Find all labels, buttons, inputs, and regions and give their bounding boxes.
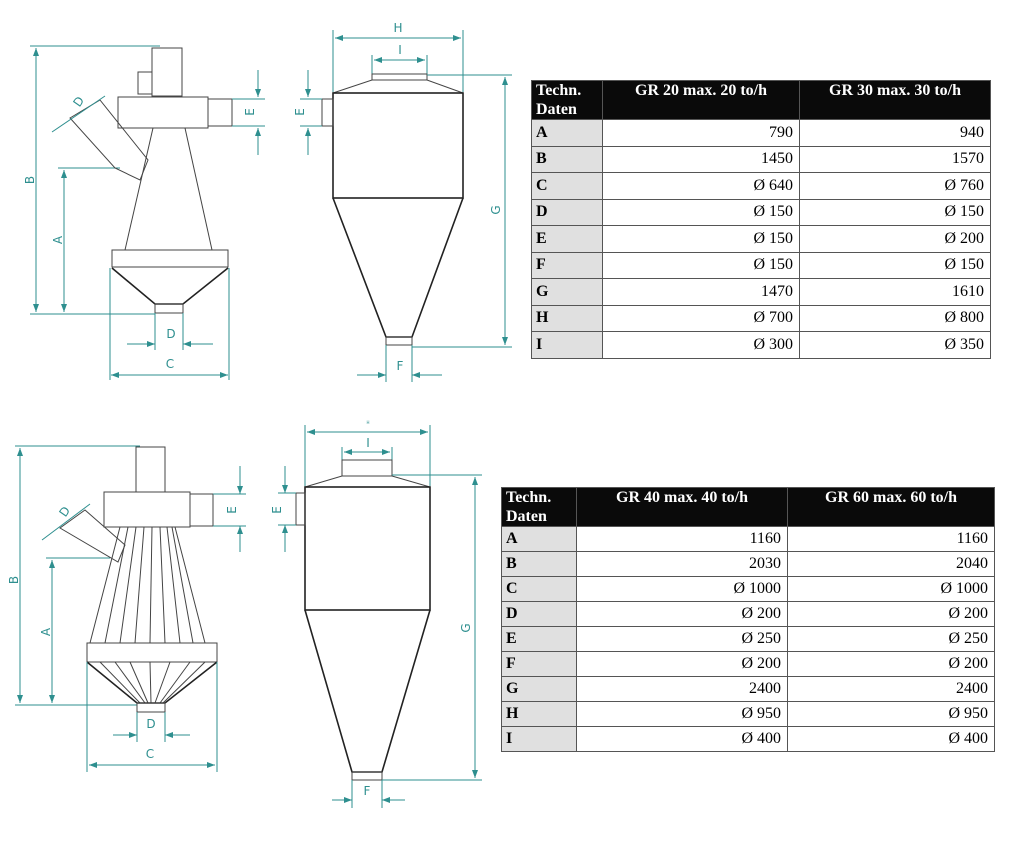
parameter-cell: B (502, 552, 577, 577)
parameter-cell: C (502, 577, 577, 602)
cyclone-front-view-small (293, 21, 512, 382)
table-row (502, 702, 995, 727)
value-cell: Ø 250 (788, 627, 995, 652)
value-cell: Ø 350 (800, 332, 991, 359)
svg-text:D: D (146, 717, 156, 731)
table-row (532, 173, 991, 200)
value-cell: Ø 150 (800, 199, 991, 226)
parameter-cell: C (532, 173, 603, 200)
value-cell: 1610 (800, 279, 991, 306)
value-cell: 1450 (603, 146, 800, 173)
tech-data-table-gr20-gr30 (531, 80, 991, 359)
value-cell: Ø 200 (788, 652, 995, 677)
svg-text:A: A (39, 627, 53, 637)
parameter-cell: E (532, 226, 603, 253)
separator-side-view-large (7, 446, 246, 772)
value-cell: 2400 (788, 677, 995, 702)
parameter-cell: D (502, 602, 577, 627)
value-cell: Ø 400 (788, 727, 995, 752)
value-cell: 2400 (577, 677, 788, 702)
svg-text:B: B (23, 175, 37, 185)
parameter-cell: H (532, 305, 603, 332)
svg-text:C: C (145, 747, 155, 761)
svg-text:F: F (396, 359, 404, 373)
svg-text:E: E (243, 108, 257, 116)
value-cell: Ø 250 (577, 627, 788, 652)
table-header (502, 488, 995, 527)
table-header (532, 81, 991, 120)
svg-text:D: D (70, 93, 88, 110)
parameter-cell: B (532, 146, 603, 173)
table-row (532, 305, 991, 332)
value-cell: Ø 760 (800, 173, 991, 200)
svg-text:E: E (270, 506, 284, 514)
svg-text:A: A (51, 235, 65, 245)
svg-text:G: G (489, 205, 503, 215)
svg-text:E: E (225, 506, 239, 514)
table-row (532, 332, 991, 359)
parameter-cell: D (532, 199, 603, 226)
value-cell: Ø 300 (603, 332, 800, 359)
parameter-cell: H (502, 702, 577, 727)
table-row (532, 226, 991, 253)
header-gr20: GR 20 max. 20 to/h (603, 81, 800, 120)
table-row (502, 552, 995, 577)
value-cell: 2030 (577, 552, 788, 577)
value-cell: Ø 200 (788, 602, 995, 627)
value-cell: Ø 200 (577, 652, 788, 677)
svg-text:H: H (366, 420, 370, 425)
tech-data-table-gr40-gr60 (501, 487, 995, 752)
parameter-cell: G (502, 677, 577, 702)
value-cell: Ø 1000 (577, 577, 788, 602)
table-row (532, 120, 991, 147)
value-cell: Ø 640 (603, 173, 800, 200)
value-cell: 1470 (603, 279, 800, 306)
parameter-cell: I (532, 332, 603, 359)
separator-side-view-small (23, 46, 265, 380)
parameter-cell: A (502, 527, 577, 552)
svg-text:C: C (165, 357, 175, 371)
header-gr60: GR 60 max. 60 to/h (788, 488, 995, 527)
value-cell: Ø 200 (577, 602, 788, 627)
svg-text:B: B (7, 575, 21, 585)
svg-text:D: D (56, 503, 74, 520)
table-row (502, 602, 995, 627)
value-cell: 2040 (788, 552, 995, 577)
value-cell: 1570 (800, 146, 991, 173)
svg-text:D: D (166, 327, 176, 341)
table-row (502, 577, 995, 602)
svg-text:F: F (363, 784, 371, 798)
table-row (532, 146, 991, 173)
value-cell: 790 (603, 120, 800, 147)
header-gr40: GR 40 max. 40 to/h (577, 488, 788, 527)
header-techn-daten: Techn. Daten (502, 488, 577, 527)
value-cell: Ø 950 (577, 702, 788, 727)
svg-text:I: I (366, 436, 370, 450)
parameter-cell: E (502, 627, 577, 652)
parameter-cell: G (532, 279, 603, 306)
table-row (502, 677, 995, 702)
value-cell: Ø 950 (788, 702, 995, 727)
value-cell: Ø 150 (603, 226, 800, 253)
value-cell: Ø 800 (800, 305, 991, 332)
header-techn-daten: Techn. Daten (532, 81, 603, 120)
value-cell: 940 (800, 120, 991, 147)
cyclone-front-view-large (270, 420, 482, 808)
value-cell: Ø 400 (577, 727, 788, 752)
value-cell: Ø 200 (800, 226, 991, 253)
value-cell: 1160 (577, 527, 788, 552)
svg-text:H: H (393, 21, 403, 35)
parameter-cell: F (502, 652, 577, 677)
svg-text:E: E (293, 108, 307, 116)
svg-text:G: G (459, 623, 473, 633)
table-row (502, 527, 995, 552)
value-cell: 1160 (788, 527, 995, 552)
table-row (502, 727, 995, 752)
value-cell: Ø 150 (800, 252, 991, 279)
table-row (532, 199, 991, 226)
parameter-cell: I (502, 727, 577, 752)
table-row (502, 627, 995, 652)
header-gr30: GR 30 max. 30 to/h (800, 81, 991, 120)
table-row (502, 652, 995, 677)
value-cell: Ø 150 (603, 252, 800, 279)
value-cell: Ø 150 (603, 199, 800, 226)
table-row (532, 279, 991, 306)
table-row (532, 252, 991, 279)
parameter-cell: A (532, 120, 603, 147)
value-cell: Ø 700 (603, 305, 800, 332)
parameter-cell: F (532, 252, 603, 279)
svg-text:I: I (398, 43, 402, 57)
value-cell: Ø 1000 (788, 577, 995, 602)
